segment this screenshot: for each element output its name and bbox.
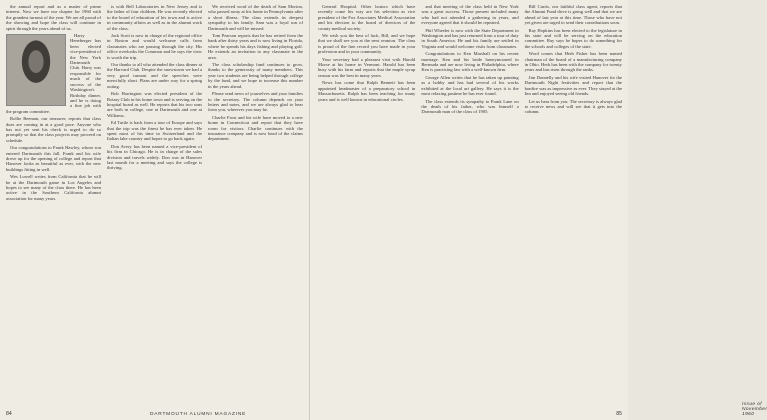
left-column-1 bbox=[6, 4, 101, 408]
paragraph: George Allen writes that he has taken up painting as a hobby and has had several of his works exhibited at the local art gallery. He says it is the most relaxing pastime he has ever found. bbox=[421, 74, 519, 97]
running-footer: DARTMOUTH ALUMNI MAGAZINE bbox=[150, 412, 247, 417]
left-column-2 bbox=[107, 4, 202, 408]
paragraph: Your secretary had a pleasant visit with Harold Morse at his home in Vermont. Harold has been busy with his farm and reports that the maple syrup season was the best in many years. bbox=[318, 56, 416, 78]
paragraph: Our thanks to all who attended the class dinner at the Harvard Club. Despite the snowstorm we had a very good turnout and the speeches were mercifully short. Plans are under way for a spring outing. bbox=[107, 62, 202, 89]
right-page bbox=[312, 0, 767, 420]
paragraph: Ray Hopkins has been elected to the legislature in his state and will be serving on the education committee. Ray says he hopes to do something for the schools and colleges of the state. bbox=[524, 27, 622, 49]
paragraph: Our congratulations to Frank Hawley, whose son entered Dartmouth this fall. Frank and his wife drove up for the opening of college and report that Hanover looks as beautiful as ever, with the new buildings fitting in well. bbox=[6, 145, 101, 172]
paragraph: and that meeting of the class held in New York was a great success. Those present included many who had not attended a gathering in years, and everyone agreed that it should be repeated. bbox=[421, 4, 519, 26]
right-column-1 bbox=[318, 4, 415, 408]
paragraph: Rollie Beeman, our treasurer, reports that class dues are coming in at a good pace. Anyone who has not yet sent his check is urged to do so promptly so that the class projects may proceed on schedule. bbox=[6, 116, 101, 143]
paragraph: Charlie Frost and his wife have moved to a new home in Connecticut and report that they have room for visitors. Charlie continues with the insurance company and is now head of the claims department. bbox=[208, 114, 303, 142]
portrait-photo bbox=[6, 34, 66, 106]
paragraph: Wes Lowell writes from California that he will be at the Dartmouth game in Los Angeles and hopes to see many of the class there. He has been active in the Southern California alumni association for many years. bbox=[6, 174, 101, 201]
page-number: 85 bbox=[616, 411, 622, 417]
paragraph: General Hospital. Other honors which have recently come his way are his selection as vice president of the Fox Associates Medical Association and his election to the board of directors of the county medical society. bbox=[318, 4, 416, 31]
paragraph: the annual report and as a matter of prime interest. Now we have our chapter for 1960 with the grandest turnout of the year. We are all proud of the showing and hope the class will continue in spirit through the years ahead of us. bbox=[6, 4, 101, 31]
paragraph: The class extends its sympathy to Frank Lane on the death of his father, who was himself a Dartmouth man of the class of 1905. bbox=[421, 98, 519, 115]
page-number: 84 bbox=[6, 411, 12, 417]
left-column-3 bbox=[208, 4, 303, 408]
paragraph: Jim Donnelly and his wife visited Hanover for the Dartmouth Night festivities and report that the bonfire was as impressive as ever. They stayed at the Inn and enjoyed seeing old friends. bbox=[524, 74, 622, 97]
paragraph: Please send news of yourselves and your families to the secretary. The column depends on your letters and notes, and we are always glad to hear from you, wherever you may be. bbox=[208, 91, 303, 113]
paragraph: is with Bell Laboratories in New Jersey and is the father of four children. He was recently elected to the board of education of his town and is active in community affairs as well as in the alumni work of the class. bbox=[107, 4, 202, 31]
right-column-2 bbox=[421, 4, 518, 408]
paragraph: Ed Tuttle is back from a tour of Europe and says that the trip was the finest he has ever taken. He spent most of his time in Switzerland and the Italian lake country and hopes to go back again. bbox=[107, 120, 202, 142]
paragraph: Jack Scott is now in charge of the regional office in Boston and would welcome calls from classmates who are passing through the city. His office overlooks the Common and he says the view is worth the trip. bbox=[107, 33, 202, 60]
paragraph: We received word of the death of Sam Morton, who passed away at his home in Pennsylvania after a short illness. The class extends its deepest sympathy to his family. Sam was a loyal son of Dartmouth and will be missed. bbox=[208, 4, 303, 31]
paragraph: We wish you the best of luck, Bill, and we hope that we shall see you at the next reunion. The class is proud of the fine record you have made in your profession and in your community. bbox=[318, 33, 416, 55]
paragraph: Bob Harrington was elected president of the Rotary Club in his home town and is serving on the hospital board as well. He reports that his two sons are both in college, one at Dartmouth and one at Williams. bbox=[107, 91, 202, 118]
paragraph: Phil Wheeler is now with the State Department in Washington and has just returned from a tour of duty in South America. He and his family are settled in Virginia and would welcome visits from classmates. bbox=[421, 27, 519, 49]
left-page bbox=[0, 0, 310, 420]
paragraph: The class scholarship fund continues to grow, thanks to the generosity of many members. This year two students are being helped through college by the fund, and we hope to increase this number in the years ahead. bbox=[208, 62, 303, 89]
paragraph: News has come that Ralph Bennett has been appointed headmaster of a preparatory school in Massachusetts. Ralph has been teaching for many years and is well known in educational circles. bbox=[318, 80, 416, 102]
paragraph: Tom Pearson reports that he has retired from the bank after thirty years and is now living in Florida, where he spends his days fishing and playing golf. He extends an invitation to any classmate in the area. bbox=[208, 33, 303, 60]
paragraph: Bill Curtis, our faithful class agent, reports that the Alumni Fund drive is going well and that we are ahead of last year at this time. Those who have not yet given are urged to send their contributions soon. bbox=[524, 4, 622, 26]
paragraph: Harry Heneberger has been elected vice-president of the New York Dartmouth Club. Harry was responsible for much of the success of the Washington's Birthday dinner, and he is doing a fine job with the program committee. bbox=[6, 33, 101, 114]
paragraph: Don Avery has been named a vice-president of his firm in Chicago. He is in charge of the sales division and travels widely. Don was in Hanover last month for a meeting and says the college is thriving. bbox=[107, 143, 202, 171]
paragraph: Let us hear from you. The secretary is always glad to receive news and will see that it gets into the column. bbox=[524, 98, 622, 115]
paragraph: Congratulations to Ken Marshall on his recent marriage. Ken and his bride honeymooned in Bermuda and are now living in Philadelphia, where Ken is practicing law with a well-known firm. bbox=[421, 51, 519, 73]
right-column-3 bbox=[525, 4, 622, 408]
running-footer: Issue of November 1960 bbox=[742, 402, 767, 417]
paragraph: Word comes that Herb Fisher has been named chairman of the board of a manufacturing company in Ohio. Herb has been with the company for twenty years and has risen through the ranks. bbox=[524, 51, 622, 73]
